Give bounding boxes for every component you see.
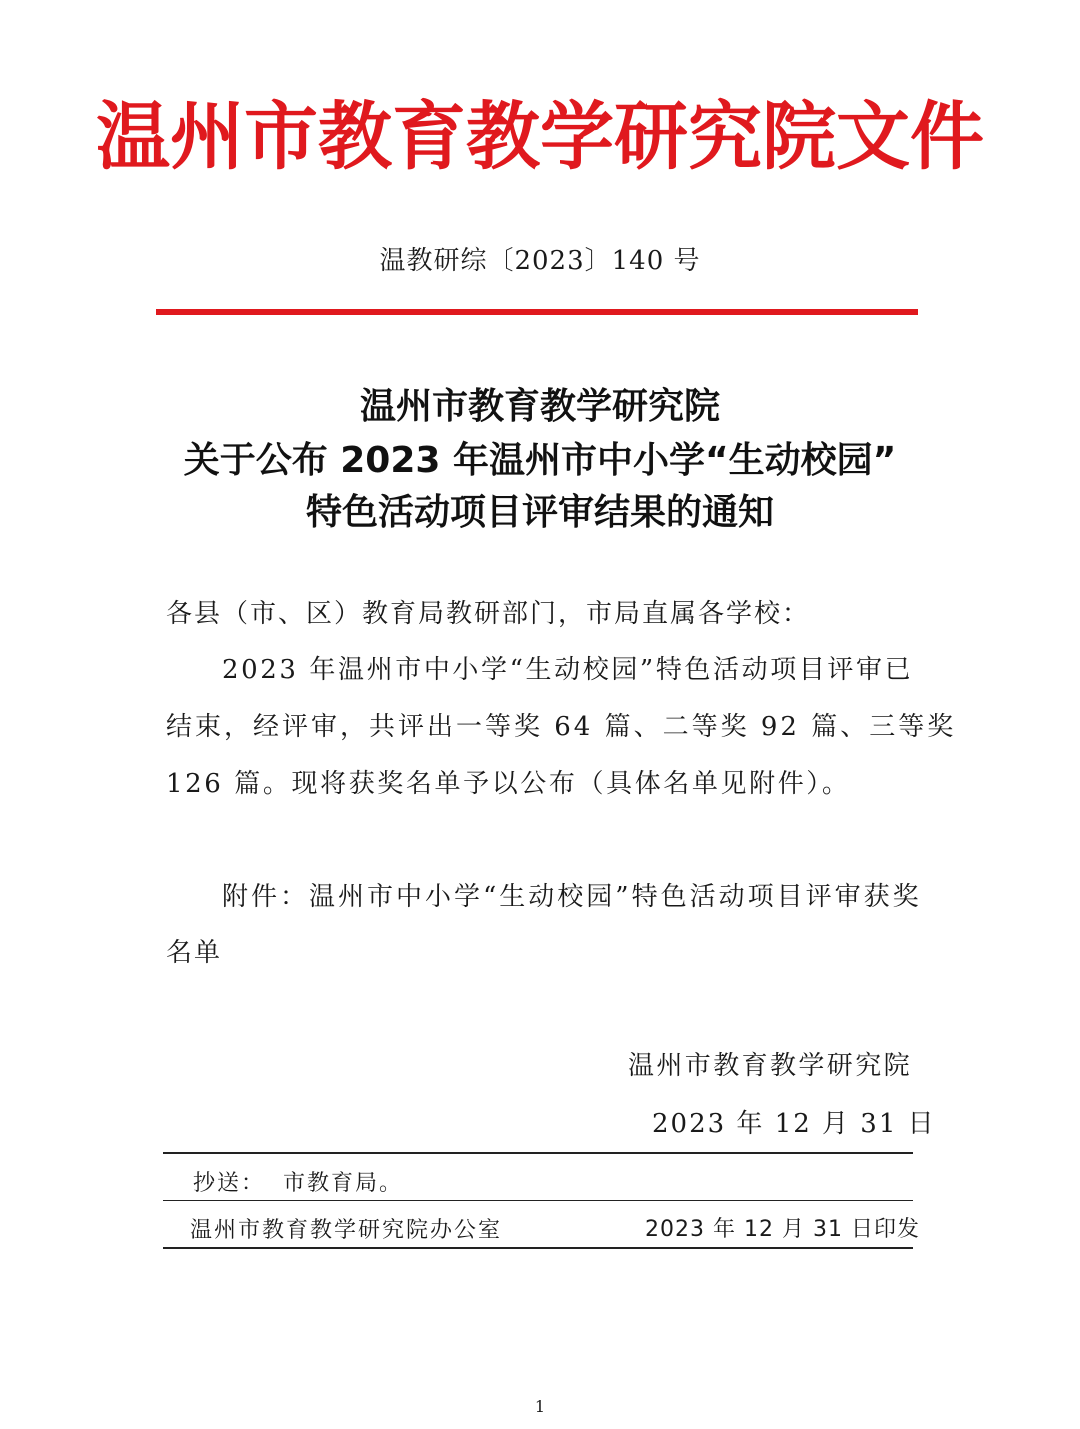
footer-middle-rule <box>163 1200 913 1201</box>
notice-title-line-1: 温州市教育教学研究院 <box>359 386 720 427</box>
issue-date: 2023 年 12 月 31 日印发 <box>645 1217 920 1242</box>
footer-top-rule <box>163 1152 913 1154</box>
issuing-office: 温州市教育教学研究院办公室 <box>190 1218 503 1243</box>
cc-value: 市教育局。 <box>283 1171 404 1196</box>
notice-title-line-3: 特色活动项目评审结果的通知 <box>305 492 774 533</box>
signature-organization: 温州市教育教学研究院 <box>628 1051 913 1081</box>
cc-label: 抄送： <box>193 1171 266 1196</box>
body-paragraph-line-2: 结束，经评审，共评出一等奖 64 篇、二等奖 92 篇、三等奖 <box>166 712 957 742</box>
body-paragraph-line-1: 2023 年温州市中小学“生动校园”特色活动项目评审已 <box>222 655 914 685</box>
header-red-divider <box>156 309 918 315</box>
attachment-line-1: 附件：温州市中小学“生动校园”特色活动项目评审获奖 <box>222 882 922 912</box>
footer-bottom-rule <box>163 1247 913 1249</box>
signature-date: 2023 年 12 月 31 日 <box>652 1109 936 1139</box>
document-header-title: 温州市教育教学研究院文件 <box>96 94 984 180</box>
body-paragraph-line-3: 126 篇。现将获奖名单予以公布（具体名单见附件）。 <box>166 769 851 799</box>
attachment-line-2: 名单 <box>166 938 223 968</box>
document-number: 温教研综〔2023〕140 号 <box>379 246 701 276</box>
notice-title-line-2: 关于公布 2023 年温州市中小学“生动校园” <box>183 440 897 481</box>
addressee-line: 各县（市、区）教育局教研部门，市局直属各学校： <box>166 599 811 629</box>
page-number: 1 <box>534 1397 546 1416</box>
